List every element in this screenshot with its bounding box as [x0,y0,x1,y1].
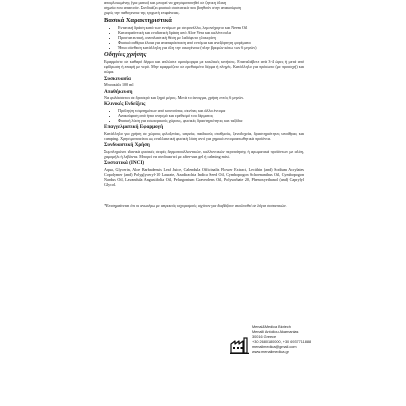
company-website[interactable]: www.menalimedica.gr [252,350,289,354]
factory-icon [230,337,249,354]
usage-text: Εφαρμόστε σε καθαρό δέρμα και απλώστε ομοιόμορφα με κυκλικές κινήσεις. Επαναλάβετε ανά 3-4 ώρες ή μετά από εφίδρωση ή επαφή με νερό. Μην εφαρμόζετε σε ερεθισμένο δέρμα ή πληγές. Κατάλληλο για πρόσωπο (με προσοχή) και σώμα. [104,59,304,75]
packaging-heading: Συσκευασία [104,75,131,82]
list-item: • Φυσική λύση για εσωτερικούς χώρους, φυσικές δραστηριότητες και ταξίδια [118,118,304,123]
company-phones: +30 2680180000, +30 6937711888 [252,340,312,344]
list-item: • Πρόληψη τσιμπημάτων από κουνούπια, σκνίπες και άλλα έντομα [118,108,304,113]
indications-heading: Κλινικές Ενδείξεις [104,101,146,108]
disclaimer-note: *Επισημαίνεται ότι οι ανωτέρω με ιατρικούς ισχυρισμούς ισχύουν για διαβάζουν ακολουθεί σε λόγια συστατικών. [104,202,287,208]
indications-list [104,108,304,123]
ingredients-text: Aqua, Glycerin, Aloe Barbadensis Leaf Juice, Calendula Officinalis Flower Extract, Lecithin (and) Sodium Acrylates Copolymer (and) Polyglyceryl-10 Laurate, Azadirachta Indica Seed Oil, Cymbopogon Schoenanthus Oil, Cymbopogon Nardus Oil, Lavandula Angustifolia Oil, Pelargonium Graveolens Oil, Polysorbate 20, Phenoxyethanol (and) Caprylyl Glycol. [104,166,304,187]
usage-heading: Οδηγίες χρήσης [104,51,147,59]
list-item: • Φυσικά αιθέρια έλαια για αναπαράσταση από εντόμια και ανεξάρτητη φορέματα [118,40,304,45]
features-heading: Βασικά Χαρακτηριστικά [104,16,172,24]
list-item: • Καταπραϋντική και ενυδατική δράση από Aloe Vera και καλέντουλα [118,30,304,35]
company-address [252,325,402,355]
storage-heading: Αποθήκευση [104,88,133,95]
combined-use-heading: Συνδυαστική Χρήση [104,142,150,149]
list-item: • Εντατική δράση κατά των εντόμων με σιτρονέλλα, λεμονόχορτο και Neem Oil [118,25,304,30]
packaging-text: Μπουκάλι 100 ml [104,82,134,88]
professional-heading: Επαγγελματική Εφαρμογή [104,124,164,131]
intro-line-3: χωρίς την παθογενεια της τριχωτή επιφάνειας. [104,10,180,16]
ingredients-heading: Συστατικά (INCI) [104,160,145,167]
intro-line-1: αποφλοιωμένης (για ματια) και μπορεί να χρησιμοποιηθεί σε ζητικη όλικη [104,0,227,5]
company-postcode: 30016 Greece [252,335,277,339]
document-body [104,0,304,212]
list-item: • Ανακούφιση από ήπιο κνησμό και ερεθισμό του δέρματος [118,113,304,118]
features-list [104,25,304,50]
intro-line-2: σημεία που απαιτούν. Συνδυάζει φυσικά συστατικά που βοηθούν στην ανακούφιση [104,5,241,11]
company-street: Menalli Antoliou Akarnanias [252,330,299,334]
professional-text: Κατάλληλο για χρήση σε χώρους φιλοξενίας, ιατρεία, παιδικούς σταθμούς, ξενοδοχεία, δραστηριότητες υπαίθριες και camping. Χρησιμοποιείται ως εναλλακτική φυσική λύση αντί για χημικά εντομοαπωθητικά προϊόντα. [104,130,304,141]
company-email[interactable]: menalimedica@gmail.com [252,345,297,349]
list-item: • Προστατευτική, αναπλαστική θέση με λαδόφυτο γλυκερίνη [118,35,304,40]
list-item: • Ήπια σύνθεση κατάλληλη για όλη την οικογένεια (πλην βρεφών κάτω των 6 μηνών) [118,45,304,50]
combined-use-text: Συμπληρώνει ιδανικά φυσικές σειρές δερματοαλλαντικών, καλλυντικών περιποίησης ή αρωματικά προϊόντων με αλόη, χαμομήλι ή λεβάντα. Μπορεί να συνδυαστεί με after-sun gel ή calming mist. [104,148,304,159]
storage-text: Να φυλάσσεται σε δροσερό και ξηρό μέρος. Μετά το άνοιγμα, χρήση εντός 6 μηνών. [104,95,245,100]
company-name: Menal&Medica Biotech [252,325,291,329]
company-footer [230,325,406,370]
